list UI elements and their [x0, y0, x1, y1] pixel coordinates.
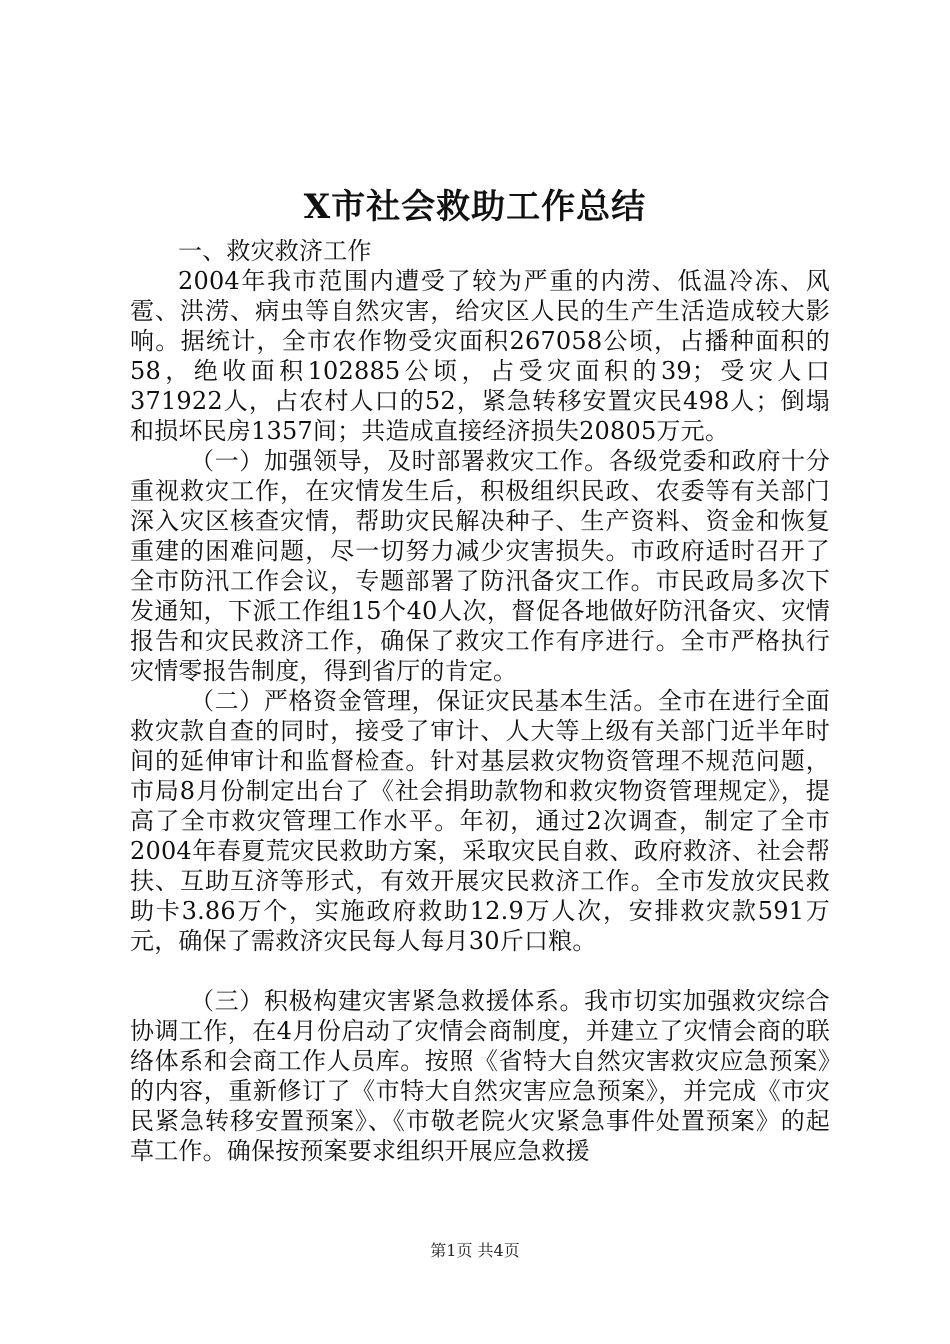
paragraph-emergency-system: （三）积极构建灾害紧急救援体系。我市切实加强救灾综合协调工作，在4月份启动了灾情会商制度，并建立了灾情会商的联络体系和会商工作人员库。按照《省特大自然灾害救灾应急预案》的内容，重新修订了《市特大自然灾害应急预案》，并完成《市灾民紧急转移安置预案》、《市敬老院火灾紧急事件处置预案》的起草工作。确保按预案要求组织开展应急救援: [130, 987, 830, 1165]
section-heading: 一、救灾救济工作: [178, 237, 372, 265]
paragraph-overview: 2004年我市范围内遭受了较为严重的内涝、低温冷冻、风雹、洪涝、病虫等自然灾害，给灾区人民的生产生活造成较大影响。据统计，全市农作物受灾面积267058公顷，占播种面积的58，绝收面积102885公顷，占受灾面积的39；受灾人口371922人，占农村人口的52，紧急转移安置灾民498人；倒塌和损坏民房1357间；共造成直接经济损失20805万元。: [130, 267, 830, 445]
paragraph-funds: （二）严格资金管理，保证灾民基本生活。全市在进行全面救灾款自查的同时，接受了审计、人大等上级有关部门近半年时间的延伸审计和监督检查。针对基层救灾物资管理不规范问题，市局8月份制定出台了《社会捐助款物和救灾物资管理规定》，提高了全市救灾管理工作水平。年初，通过2次调查，制定了全市2004年春夏荒灾民救助方案，采取灾民自救、政府救济、社会帮扶、互助互济等形式，有效开展灾民救济工作。全市发放灾民救助卡3.86万个，实施政府救助12.9万人次，安排救灾款591万元，确保了需救济灾民每人每月30斤口粮。: [130, 687, 830, 955]
paragraph-gap: [130, 956, 830, 986]
page-number-footer: 第1页 共4页: [430, 1241, 520, 1260]
document-body: [130, 236, 830, 1166]
document-title: X市社会救助工作总结: [303, 187, 647, 227]
paragraph-leadership: （一）加强领导，及时部署救灾工作。各级党委和政府十分重视救灾工作，在灾情发生后，积极组织民政、农委等有关部门深入灾区核查灾情，帮助灾民解决种子、生产资料、资金和恢复重建的困难问题，尽一切努力减少灾害损失。市政府适时召开了全市防汛工作会议，专题部署了防汛备灾工作。市民政局多次下发通知，下派工作组15个40人次，督促各地做好防汛备灾、灾情报告和灾民救济工作，确保了救灾工作有序进行。全市严格执行灾情零报告制度，得到省厅的肯定。: [130, 447, 830, 685]
